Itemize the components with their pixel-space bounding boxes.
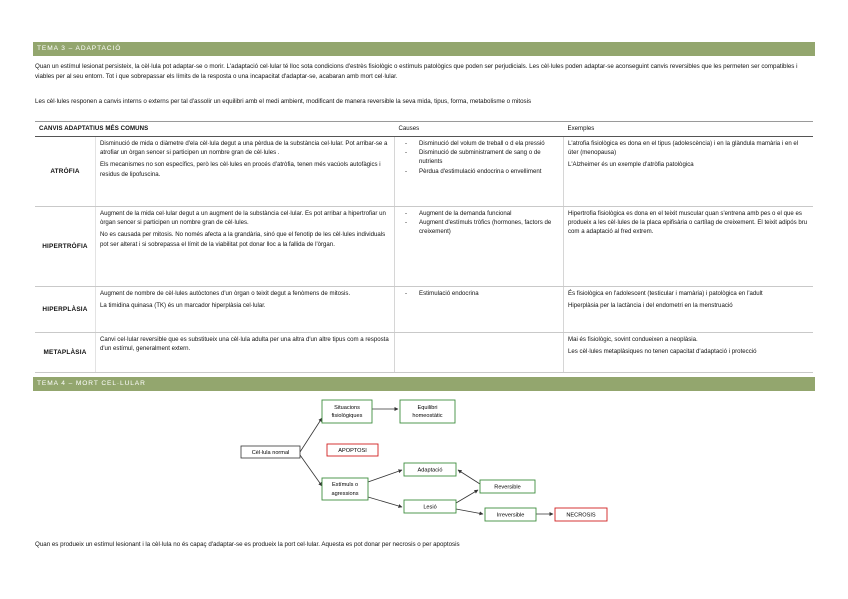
arrow-normal-to-fisio xyxy=(300,418,322,452)
node-apoptosi xyxy=(327,444,378,456)
node-normal xyxy=(241,446,300,458)
example-text: L'Alzheimer és un exemple d'atròfia patològica xyxy=(568,161,694,169)
svg-text:Cèl·lula normal: Cèl·lula normal xyxy=(251,450,290,456)
svg-text:Situacions: Situacions xyxy=(334,405,360,411)
node-reversible xyxy=(480,480,535,493)
tema4-title: TEMA 4 – MORT CEL·LULAR xyxy=(37,380,146,387)
example-text: Mai és fisiològic, sovint condueixen a neoplàsia. xyxy=(568,336,698,343)
definition-text: Disminució de mida o diàmetre d'ela cèl·lula degut a una pèrdua de la substància cel·lular. Pot arribar-se a atrofiar un òrgan sencer si participen un nombre gran de cèl·lules . xyxy=(100,140,388,157)
svg-text:Estímuls o: Estímuls o xyxy=(331,482,359,488)
svg-text:NECROSIS: NECROSIS xyxy=(566,512,596,519)
arrow-lesio-to-reversible xyxy=(456,490,478,503)
example-text: L'atrofia fisiològica es dona en el tipus (adolescència) i en la glàndula mamària i en el úter (menopausa) xyxy=(568,140,799,157)
header-exemples: Exemples xyxy=(564,122,814,137)
definition-text: Augment de la mida cel·lular degut a un augment de la substància cel·lular. Es pot arribar a hipertrofiar un òrgan sencer si participen un nombre gran de cèl·lules. xyxy=(100,210,386,227)
tema3-intro: Quan un estímul lesionat persisteix, la cèl·lula pot adaptar-se o morir. L'adaptació cel·lular té lloc sota condicions d'estrès fisiològic o estímuls patològics que poden ser perjudicials. Les cèl·lules poden adaptar-se aconseguint canvis reversibles que les permeten ser compatibles i viables per al seu entorn. Tot i que sobrepassar els límits de la resposta o una incapacitat d'adaptar-se, acabaran amb mort cel·lular. xyxy=(35,63,798,80)
node-irreversible xyxy=(485,508,536,521)
term-atrofia: ATRÒFIA xyxy=(35,137,96,207)
tema3-title: TEMA 3 – ADAPTACIÓ xyxy=(37,45,122,52)
example-text: Hiperplàsia per la lactància i del endometri en la menstruació xyxy=(568,302,733,310)
node-fisio xyxy=(322,400,372,423)
node-equilibri xyxy=(400,400,455,423)
cause-item: - Augment de la demanda funcional xyxy=(405,209,559,218)
svg-text:Lesió: Lesió xyxy=(423,504,437,511)
node-necrosis xyxy=(555,508,607,521)
cause-item: - Estimulació endocrina xyxy=(405,289,559,298)
arrow-reversible-to-adaptacio xyxy=(458,470,480,484)
svg-text:homeostàtic: homeostàtic xyxy=(412,413,443,419)
arrow-normal-to-estimuls xyxy=(300,455,322,486)
arrow-lesio-to-irreversible xyxy=(456,509,483,514)
svg-text:agressions: agressions xyxy=(331,491,359,497)
cause-item: - Disminució del volum de treball o d ela pressió xyxy=(405,139,559,148)
example-text: Les cèl·lules metaplàsiques no tenen capacitat d'adaptació i protecció xyxy=(568,348,757,356)
definition-text: No es causada per mitosis. No només afecta a la grandària, sinó que el fenotip de les cèl·lules individuals pot ser alterat i si sobrepassa el límit de la viabilitat pot donar lloc a la fallida de l'òrgan. xyxy=(100,231,386,248)
term-hipertrofia: HIPERTRÒFIA xyxy=(35,207,96,287)
arrow-estimuls-to-lesio xyxy=(368,497,402,507)
definition-text: Canvi cel·lular reversible que es substitueix una cèl·lula adulta per una altra d'un altre tipus com a resposta d'un estímul, generalment extern. xyxy=(100,336,389,353)
arrow-estimuls-to-adaptacio xyxy=(368,470,402,482)
example-text: Hipertrofia fisiològica es dona en el teixit muscular quan s'entrena amb pes o el que es produeix a les cèl·lules de la placa epifisària o cartílag de creixement. El teixit adipós bru com a adaptació al fred extrem. xyxy=(568,210,808,236)
cause-item: - Disminució de subministrament de sang o de nutrients xyxy=(405,148,559,166)
svg-text:APOPTOSI: APOPTOSI xyxy=(338,448,367,454)
header-causes: Causes xyxy=(395,122,564,137)
svg-text:Reversible: Reversible xyxy=(494,484,521,491)
svg-text:fisiològiques: fisiològiques xyxy=(331,413,363,419)
svg-text:Equilibri: Equilibri xyxy=(417,405,438,411)
definition-text: La timidina quinasa (TK) és un marcador hiperplàsia cel·lular. xyxy=(100,302,266,310)
svg-text:Irreversible: Irreversible xyxy=(496,512,525,519)
tema4-outro: Quan es produeix un estímul lesionant i la cèl·lula no és capaç d'adaptar-se es produeix la port cel·lular. Aquesta es pot donar per necrosis o per apoptosis xyxy=(35,541,460,548)
node-adaptacio xyxy=(404,463,456,476)
example-text: És fisiològica en l'adolescent (testicular i mamària) i patològica en l'adult xyxy=(568,290,763,297)
svg-text:Adaptació: Adaptació xyxy=(417,467,443,474)
tema3-intro2: Les cèl·lules responen a canvis interns o externs per tal d'assolir un equilibri amb el medi ambient, modificant de manera reversible la seva mida, tipus, forma, metabolisme o mitosis xyxy=(35,98,532,105)
node-estimuls xyxy=(322,478,368,500)
cause-item: - Pèrdua d'estimulació endocrina o envelliment xyxy=(405,167,559,176)
cause-item: - Augment d'estímuls tròfics (hormones, factors de creixement) xyxy=(405,218,559,236)
node-lesio xyxy=(404,500,456,513)
header-canvis: CANVIS ADAPTATIUS MÉS COMUNS xyxy=(35,122,395,137)
term-hiperplasia: HIPERPLÀSIA xyxy=(35,287,96,333)
definition-text: Els mecanismes no son específics, però les cèl·lules en procés d'atròfia, tenen més vacúols autofàgics i residus de lipofuscina. xyxy=(100,161,381,178)
term-metaplasia: METAPLÀSIA xyxy=(35,333,96,373)
definition-text: Augment de nombre de cèl·lules autòctones d'un òrgan o teixit degut a fenòmens de mitosis. xyxy=(100,290,351,297)
